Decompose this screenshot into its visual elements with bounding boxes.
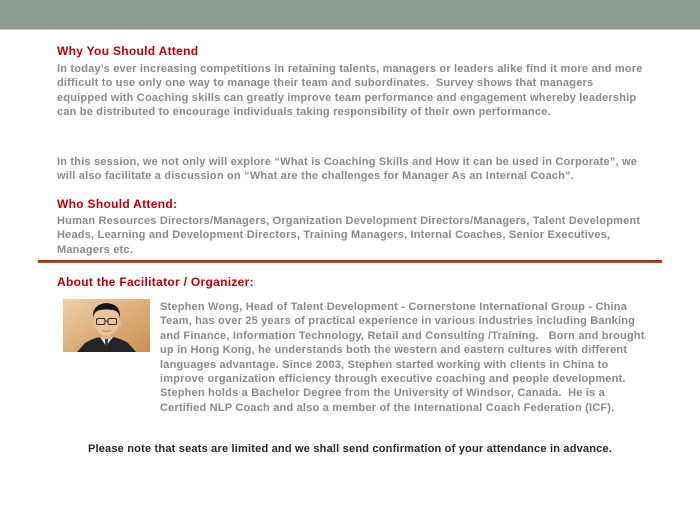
facilitator-photo xyxy=(63,299,150,352)
who-should-attend-heading: Who Should Attend: xyxy=(57,197,178,211)
facilitator-bio-paragraph: Stephen Wong, Head of Talent Development - Cornerstone International Group - China Team, has over 25 years of practical experience in various industries including Banking and Finance, Information Technology, Retail and Consulting /Training. Born and brought up in Hong Kong, he understands both the western and eastern cultures with different languages advantage. Since 2003, Stephen started working with clients in China to improve organization efficiency through executive coaching and people development. Stephen holds a Bachelor Degree from the University of Windsor, Canada. He is a Certified NLP Coach and also a member of the International Coach Federation (ICF). xyxy=(160,301,648,414)
why-you-should-attend-heading: Why You Should Attend xyxy=(57,44,199,58)
about-facilitator-heading: About the Facilitator / Organizer: xyxy=(57,275,254,289)
why-paragraph-2: In this session, we not only will explore “What is Coaching Skills and How it can be used in Corporate”, we will also facilitate a discussion on “What are the challenges for Manager As an Internal Coach”. xyxy=(57,156,641,183)
top-accent-band xyxy=(0,0,700,30)
seats-limited-note: Please note that seats are limited and we shall send confirmation of your attendance in advance. xyxy=(87,443,613,455)
facilitator-photo-graphic xyxy=(63,299,150,352)
why-paragraph-1: In today’s ever increasing competitions in retaining talents, managers or leaders alike find it more and more difficult to use only one way to manage their team and subordinates. Survey shows that managers equipped with Coaching skills can greatly improve team performance and engagement whereby leadership can be distributed to encourage individuals taking responsibility of their own performance. xyxy=(57,63,646,119)
who-paragraph: Human Resources Directors/Managers, Organization Development Directors/Managers, Talent Development Heads, Learning and Development Directors, Training Managers, Internal Coaches, Senior Executives, Managers etc. xyxy=(57,215,644,256)
red-divider-line xyxy=(38,260,662,263)
